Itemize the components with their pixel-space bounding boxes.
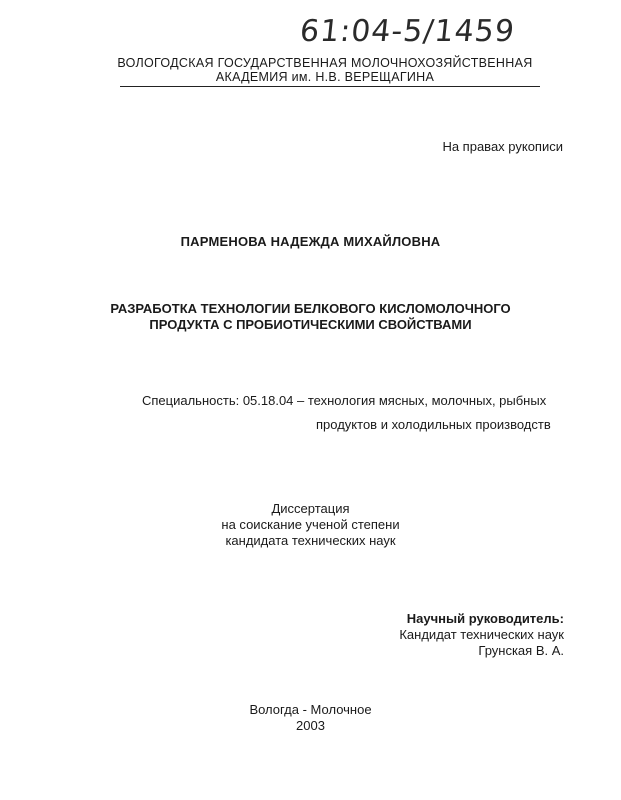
supervisor-name: Грунская В. А. [478, 643, 564, 658]
supervisor-degree: Кандидат технических наук [399, 627, 564, 642]
archive-stamp-handwritten: 61:04-5/1459 [298, 14, 517, 49]
institution-header [100, 56, 550, 84]
author-name: ПАРМЕНОВА НАДЕЖДА МИХАЙЛОВНА [180, 234, 441, 249]
institution-line-1: ВОЛОГОДСКАЯ ГОСУДАРСТВЕННАЯ МОЛОЧНОХОЗЯЙСТВЕННАЯ [117, 56, 533, 70]
header-divider [120, 86, 540, 87]
place-year-block [0, 702, 621, 734]
specialty-line-1: Специальность: 05.18.04 – технология мясных, молочных, рыбных [142, 393, 547, 408]
thesis-title [60, 301, 561, 333]
dissertation-label: Диссертация [271, 501, 350, 516]
supervisor-block [399, 611, 564, 659]
rights-note: На правах рукописи [442, 139, 563, 154]
supervisor-label: Научный руководитель: [406, 611, 564, 626]
place-city: Вологда - Молочное [249, 702, 372, 717]
place-year: 2003 [296, 718, 325, 733]
dissertation-purpose: на соискание ученой степени [221, 517, 400, 532]
dissertation-degree: кандидата технических наук [225, 533, 396, 548]
dissertation-block [0, 501, 621, 549]
specialty-line-2: продуктов и холодильных производств [316, 417, 551, 432]
thesis-title-line-2: ПРОДУКТА С ПРОБИОТИЧЕСКИМИ СВОЙСТВАМИ [149, 317, 472, 332]
thesis-title-line-1: РАЗРАБОТКА ТЕХНОЛОГИИ БЕЛКОВОГО КИСЛОМОЛОЧНОГО [110, 301, 511, 316]
institution-line-2: АКАДЕМИЯ им. Н.В. ВЕРЕЩАГИНА [215, 70, 435, 84]
